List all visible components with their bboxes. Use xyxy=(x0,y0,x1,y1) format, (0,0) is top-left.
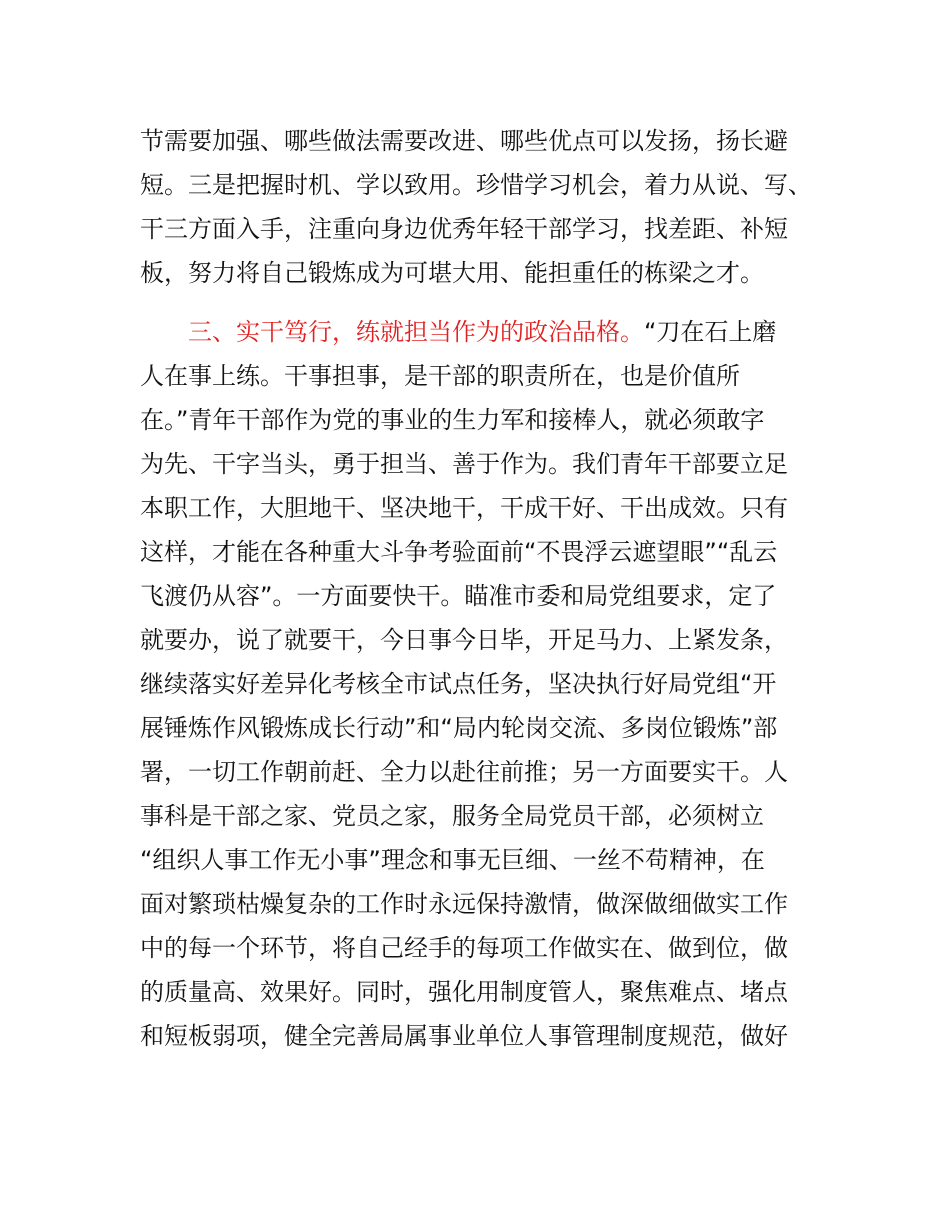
paragraph-1-line: 板，努力将自己锻炼成为可堪大用、能担重任的栋梁之才。 xyxy=(140,259,764,287)
paragraph-2-line: 这样，才能在各种重大斗争考验面前“不畏浮云遮望眼”“乱云 xyxy=(140,538,778,566)
paragraph-2-line: 为先、干字当头，勇于担当、善于作为。我们青年干部要立足 xyxy=(140,450,788,478)
paragraph-2-line: “组织人事工作无小事”理念和事无巨细、一丝不苟精神，在 xyxy=(140,846,765,874)
paragraph-2-line: 面对繁琐枯燥复杂的工作时永远保持激情，做深做细做实工作 xyxy=(140,890,788,918)
paragraph-1-line: 节需要加强、哪些做法需要改进、哪些优点可以发扬，扬长避 xyxy=(140,127,788,155)
paragraph-2-line: 飞渡仍从容”。一方面要快干。瞄准市委和局党组要求，定了 xyxy=(140,582,777,610)
paragraph-1-line: 干三方面入手，注重向身边优秀年轻干部学习，找差距、补短 xyxy=(140,215,788,243)
paragraph-2-line: 就要办，说了就要干，今日事今日毕，开足马力、上紧发条， xyxy=(140,626,788,654)
paragraph-2-line: 继续落实好差异化考核全市试点任务，坚决执行好局党组“开 xyxy=(140,670,777,698)
paragraph-2-line: 署，一切工作朝前赶、全力以赴往前推；另一方面要实干。人 xyxy=(140,758,788,786)
paragraph-2-line: 中的每一个环节，将自己经手的每项工作做实在、做到位，做 xyxy=(140,934,788,962)
paragraph-2-line: 展锤炼作风锻炼成长行动”和“局内轮岗交流、多岗位锻炼”部 xyxy=(140,714,778,742)
paragraph-2-line: 本职工作，大胆地干、坚决地干，干成干好、干出成效。只有 xyxy=(140,494,788,522)
section-heading: 三、实干笃行，练就担当作为的政治品格。 xyxy=(188,318,644,346)
quote-start: “刀在石上磨 xyxy=(644,318,777,346)
paragraph-2-line: 人在事上练。干事担事，是干部的职责所在，也是价值所 xyxy=(140,362,740,390)
paragraph-2-line: 事科是干部之家、党员之家，服务全局党员干部，必须树立 xyxy=(140,802,764,830)
paragraph-2-first-line xyxy=(188,310,820,354)
paragraph-1-line: 短。三是把握时机、学以致用。珍惜学习机会，着力从说、写、 xyxy=(140,171,812,199)
paragraph-2-line: 的质量高、效果好。同时，强化用制度管人，聚焦难点、堵点 xyxy=(140,978,788,1006)
paragraph-2-line: 和短板弱项，健全完善局属事业单位人事管理制度规范，做好 xyxy=(140,1022,788,1050)
paragraph-2-line: 在。”青年干部作为党的事业的生力军和接棒人，就必须敢字 xyxy=(140,406,765,434)
